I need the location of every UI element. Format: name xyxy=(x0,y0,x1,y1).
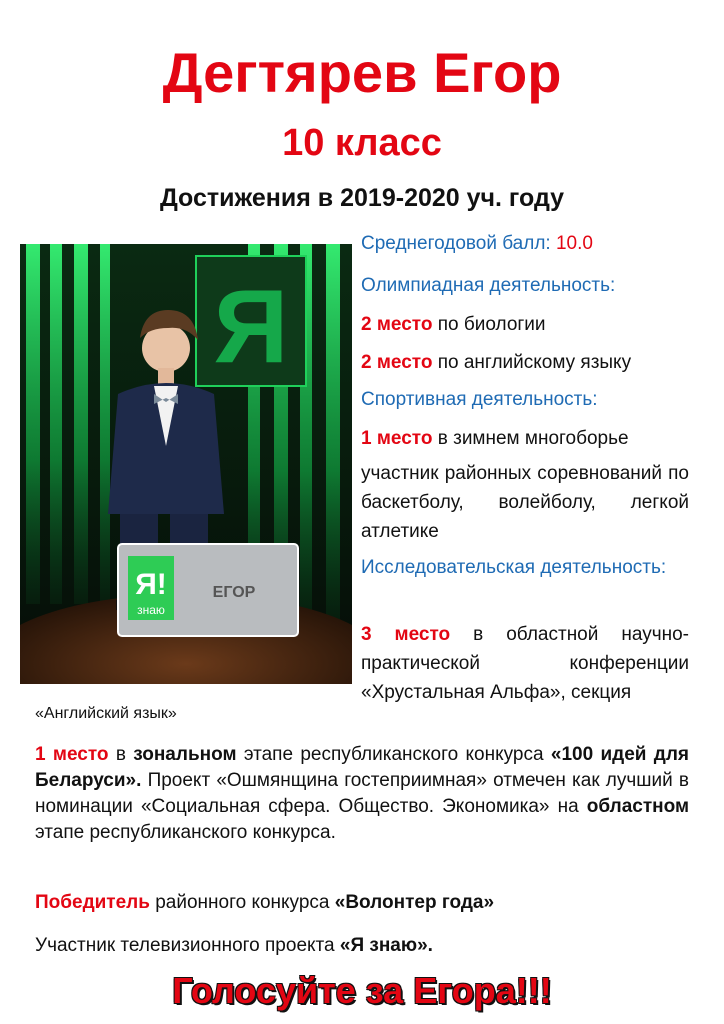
volunteer-line xyxy=(35,890,689,916)
place-label: 1 место xyxy=(361,428,433,449)
item-text: в областной научно-практической конференции «Хрустальная Альфа», секция xyxy=(361,624,689,703)
avg-score-label: Среднегодовой балл: xyxy=(361,233,551,254)
sport-item-2: участник районных соревнований по баскетболу, волейболу, легкой атлетике xyxy=(361,463,689,542)
sport-title: Спортивная деятельность: xyxy=(361,389,598,410)
research-section: «Английский язык» xyxy=(35,705,177,722)
text-fragment: этапе республиканского конкурса xyxy=(243,744,544,765)
bold-fragment: «Волонтер года» xyxy=(334,892,495,913)
text-fragment: этапе республиканского конкурса. xyxy=(35,822,336,843)
tv-line xyxy=(35,933,689,959)
sport-item-1 xyxy=(361,424,689,453)
item-text: по английскому языку xyxy=(437,352,632,373)
winner-label: Победитель xyxy=(35,892,150,913)
avg-score-line xyxy=(361,229,689,258)
text-fragment: в xyxy=(115,744,126,765)
page-title: Дегтярев Егор xyxy=(162,41,562,104)
achievements-heading: Достижения в 2019-2020 уч. году xyxy=(159,184,565,212)
vote-call: Голосуйте за Егора!!! xyxy=(172,970,552,1011)
grade-label: 10 класс xyxy=(282,122,442,164)
student-photo xyxy=(20,244,352,684)
olympiad-item-2 xyxy=(361,348,689,377)
place-label: 3 место xyxy=(361,624,451,645)
text-fragment: районного конкурса xyxy=(155,892,330,913)
bold-fragment: областном xyxy=(586,796,690,817)
research-item xyxy=(361,620,689,707)
bold-fragment: «Я знаю». xyxy=(339,935,433,956)
item-text: в зимнем многоборье xyxy=(437,428,629,449)
place-label: 2 место xyxy=(361,314,433,335)
sign-logo: Я! xyxy=(135,568,167,601)
place-label: 2 место xyxy=(361,352,433,373)
olympiad-item-1 xyxy=(361,310,689,339)
item-text: по биологии xyxy=(437,314,546,335)
contest-paragraph xyxy=(35,742,689,846)
sign-logo-sub: знаю xyxy=(137,603,165,617)
sign-name: ЕГОР xyxy=(212,584,256,601)
text-fragment: Участник телевизионного проекта xyxy=(35,935,335,956)
screen-logo-letter: Я xyxy=(213,269,289,385)
research-title: Исследовательская деятельность: xyxy=(361,557,667,578)
avg-score-value: 10.0 xyxy=(555,233,593,254)
podium-sign xyxy=(118,544,298,636)
olympiad-title: Олимпиадная деятельность: xyxy=(361,275,616,296)
text-fragment: Проект «Ошмянщина гостеприимная» отмечен как лучший в номинации «Социальная сфера. Общество. Экономика» на xyxy=(35,770,690,817)
bold-fragment: «100 идей для Беларуси». xyxy=(35,744,689,791)
place-label: 1 место xyxy=(35,744,109,765)
bold-fragment: зональном xyxy=(133,744,237,765)
